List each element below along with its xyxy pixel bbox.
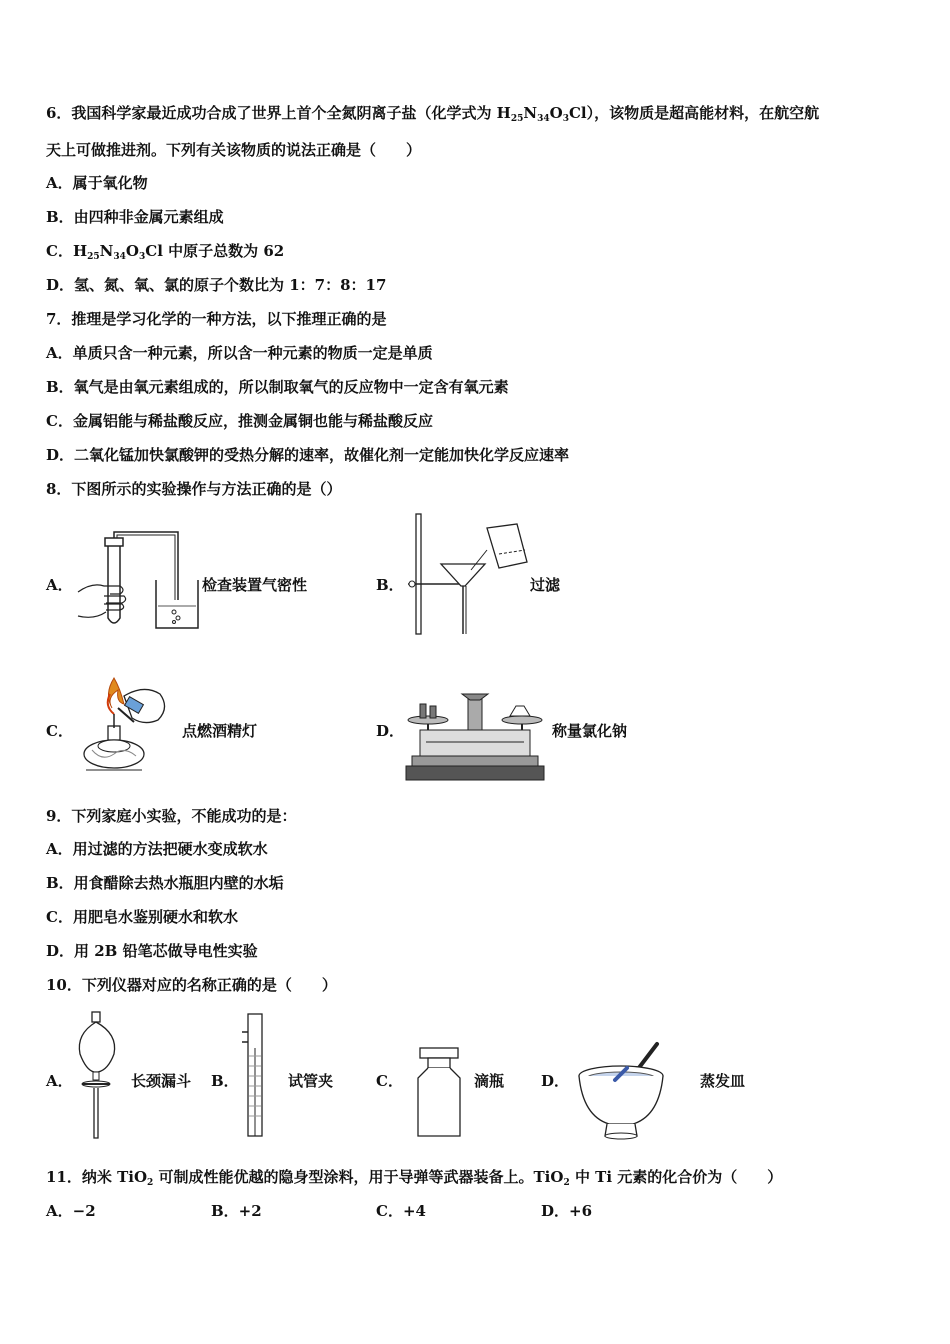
q6-stem-line2: 天上可做推进剂。下列有关该物质的说法正确是（ ）: [46, 141, 422, 159]
q11-option-c[interactable]: C．+4: [376, 1202, 426, 1220]
q11-stem: 11．纳米 TiO$_2$ 可制成性能优越的隐身型涂料，用于导弹等武器装备上。TiO$_2$ 中 Ti 元素的化合价为（ ）: [46, 1168, 783, 1188]
q10-option-b-letter[interactable]: B．: [211, 1072, 239, 1090]
mortar-pestle-figure: [575, 1040, 669, 1140]
airtightness-check-figure: [74, 530, 199, 635]
q10-option-a-letter[interactable]: A．: [46, 1072, 73, 1090]
q7-option-b[interactable]: B．氧气是由氧元素组成的，所以制取氧气的反应物中一定含有氧元素: [46, 378, 509, 396]
q11-option-d[interactable]: D．+6: [541, 1202, 593, 1220]
q9-option-a[interactable]: A．用过滤的方法把硬水变成软水: [46, 840, 268, 858]
q9-stem: 9．下列家庭小实验，不能成功的是：: [46, 807, 297, 825]
q8-option-c-letter[interactable]: C．: [46, 722, 73, 740]
q7-option-d[interactable]: D．二氧化锰加快氯酸钾的受热分解的速率，故催化剂一定能加快化学反应速率: [46, 446, 570, 464]
q9-option-c[interactable]: C．用肥皂水鉴别硬水和软水: [46, 908, 238, 926]
q8-option-b-letter[interactable]: B．: [376, 576, 404, 594]
q10-option-b-label: 试管夹: [288, 1072, 334, 1090]
q8-option-c-label: 点燃酒精灯: [182, 722, 258, 740]
q8-option-b-label: 过滤: [530, 576, 561, 594]
q11-option-a[interactable]: A．−2: [46, 1202, 96, 1220]
q10-option-a-label: 长颈漏斗: [131, 1072, 192, 1090]
q6-option-d[interactable]: D．氢、氮、氧、氯的原子个数比为 1：7：8：17: [46, 276, 387, 294]
q7-stem: 7．推理是学习化学的一种方法，以下推理正确的是: [46, 310, 387, 328]
test-tube-clamp-figure: [238, 1012, 268, 1140]
q9-option-d[interactable]: D．用 2B 铅笔芯做导电性实验: [46, 942, 258, 960]
q7-option-a[interactable]: A．单质只含一种元素，所以含一种元素的物质一定是单质: [46, 344, 433, 362]
q7-option-c[interactable]: C．金属铝能与稀盐酸反应，推测金属铜也能与稀盐酸反应: [46, 412, 433, 430]
balance-scale-figure: [404, 686, 546, 782]
q9-option-b[interactable]: B．用食醋除去热水瓶胆内壁的水垢: [46, 874, 284, 892]
q8-option-d-label: 称量氯化钠: [552, 722, 628, 740]
q6-option-a[interactable]: A．属于氧化物: [46, 174, 148, 192]
q8-stem: 8．下图所示的实验操作与方法正确的是（）: [46, 480, 342, 498]
q10-stem: 10．下列仪器对应的名称正确的是（ ）: [46, 976, 337, 994]
separatory-funnel-figure: [74, 1010, 120, 1140]
q10-option-c-label: 滴瓶: [474, 1072, 505, 1090]
q10-option-d-letter[interactable]: D．: [541, 1072, 570, 1090]
q6-option-c[interactable]: C．$H_{25}N_{34}O_3Cl$ 中原子总数为 62: [46, 242, 285, 262]
filtration-figure: [403, 512, 533, 637]
q6-stem: 6．我国科学家最近成功合成了世界上首个全氮阴离子盐（化学式为 $H_{25}N_{34}O_3Cl$），该物质是超高能材料，在航空航: [46, 104, 820, 124]
q8-option-a-label: 检查装置气密性: [202, 576, 308, 594]
wide-mouth-bottle-figure: [410, 1046, 468, 1140]
q10-option-d-label: 蒸发皿: [700, 1072, 746, 1090]
q8-option-a-letter[interactable]: A．: [46, 576, 73, 594]
q10-option-c-letter[interactable]: C．: [376, 1072, 403, 1090]
q6-option-b[interactable]: B．由四种非金属元素组成: [46, 208, 224, 226]
q11-option-b[interactable]: B．+2: [211, 1202, 262, 1220]
q8-option-d-letter[interactable]: D．: [376, 722, 405, 740]
light-alcohol-lamp-figure: [74, 674, 174, 779]
